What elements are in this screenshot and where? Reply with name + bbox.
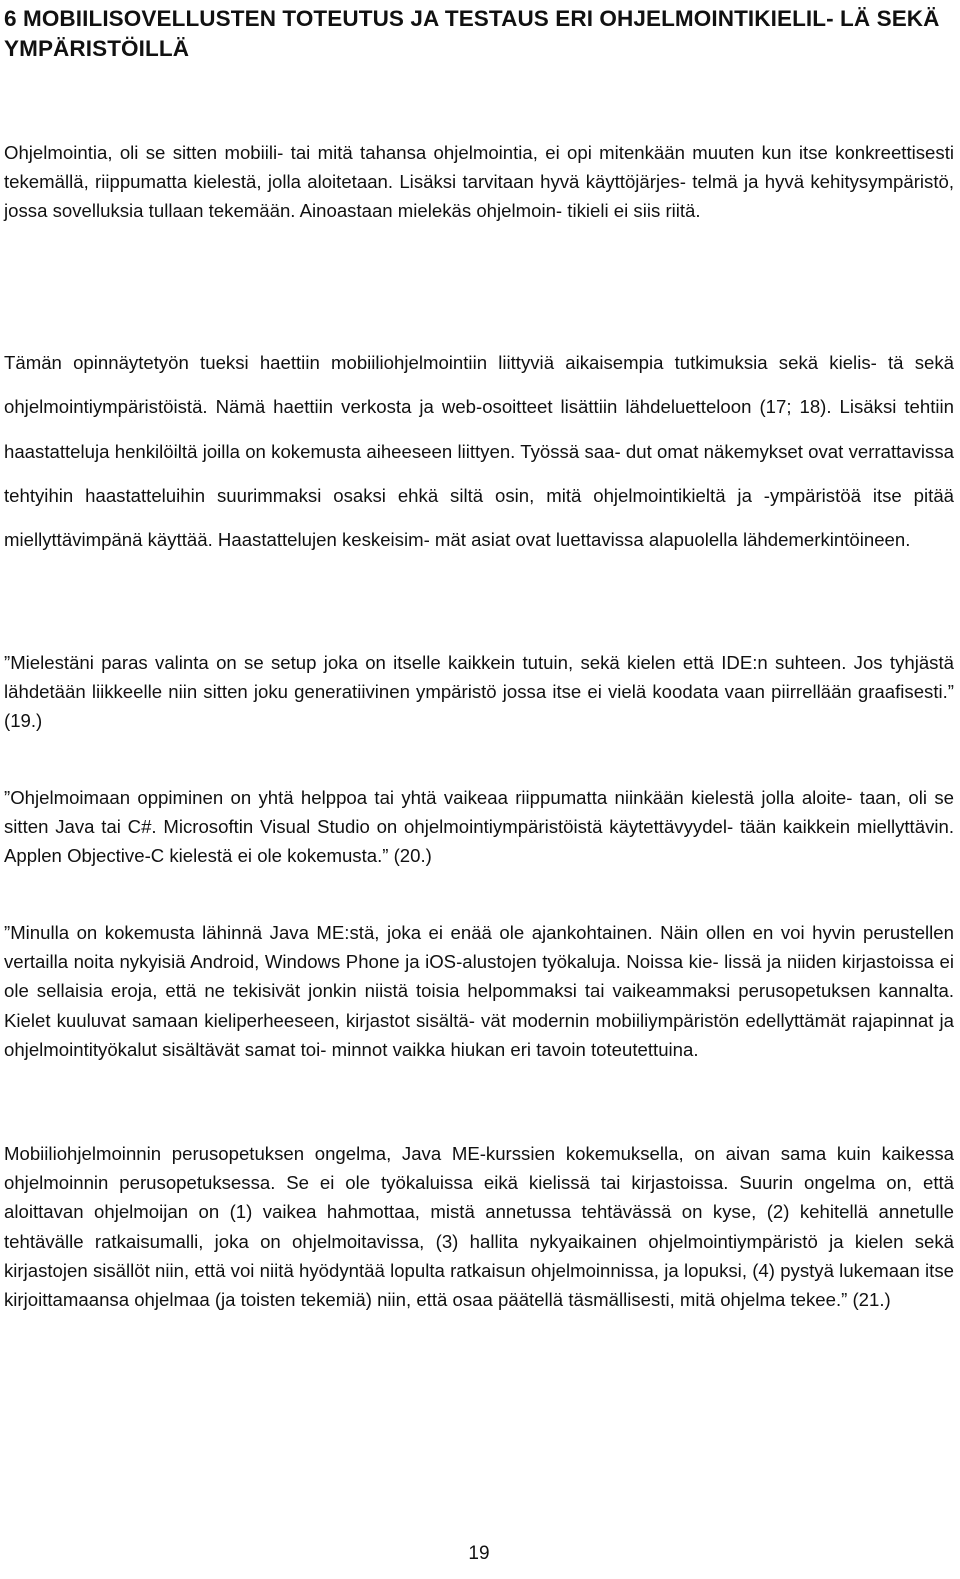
- interview-quote-20: ”Ohjelmoimaan oppiminen on yhtä helppoa tai yhtä vaikeaa riippumatta niinkään kielestä jolla aloite- taan, oli se sitten Java tai C#. Microsoftin Visual Studio on ohjelmointiympäristöistä käytettävyydel- tään kaikkein miellyttävin. Applen Objective-C kielestä ei ole kokemusta.” (20.): [4, 787, 954, 867]
- interview-quote-21-part2: Mobiiliohjelmoinnin perusopetuksen ongelma, Java ME-kurssien kokemuksella, on aivan sama kuin kaikessa ohjelmoinnin perusopetuksessa. Se ei ole työkaluissa eikä kielissä tai kirjastoissa. Suurin ongelma on, että aloittavan ohjelmoijan on (1) vaikea hahmottaa, mistä annetussa tehtävässä on kyse, (2) kehitellä annetulle tehtävälle ratkaisumalli, joka on ohjelmoitavissa, (3) hallita nykyaikainen ohjelmointiympäristö ja kielen sekä kirjastojen sisällöt niin, että voi niitä hyödyntää lopulta ratkaisun ohjelmoinnissa, ja lopuksi, (4) pystyä lukemaan itse kirjoittamaansa ohjelmaa (ja toisten tekemiä) niin, että osaa päätellä täsmällisesti, mitä ohjelma tekee.” (21.): [4, 1143, 954, 1311]
- interview-quote-19: ”Mielestäni paras valinta on se setup joka on itselle kaikkein tutuin, sekä kielen että IDE:n suhteen. Jos tyhjästä lähdetään liikkeelle niin sitten joku generatiivinen ympäristö jossa itse ei vielä koodata vaan piirrellään graafisesti.” (19.): [4, 652, 954, 732]
- chapter-heading: [4, 0, 954, 64]
- chapter-title: MOBIILISOVELLUSTEN TOTEUTUS JA TESTAUS ERI OHJELMOINTIKIELIL- LÄ SEKÄ YMPÄRISTÖILLÄ: [4, 6, 940, 61]
- interview-quote-21-part1: ”Minulla on kokemusta lähinnä Java ME:stä, joka ei enää ole ajankohtainen. Näin ollen en voi hyvin perustellen vertailla noita nykyisiä Android, Windows Phone ja iOS-alustojen työkaluja. Noissa kie- lissä ja niiden kirjastoissa ei ole sellaisia eroja, että ne tekisivät jonkin niistä toisia helpommaksi tai vaikeammaksi perusopetuksen kannalta. Kielet kuuluvat samaan kieliperheeseen, kirjastot sisältä- vät modernin mobiiliympäristön edellyttämät rajapinnat ja ohjelmointityökalut sisältävät samat toi- minnot vaikka hiukan eri tavoin toteutettuina.: [4, 922, 954, 1060]
- chapter-number: 6: [4, 6, 17, 31]
- method-paragraph: Tämän opinnäytetyön tueksi haettiin mobiiliohjelmointiin liittyviä aikaisempia tutkimuksia sekä kielis- tä sekä ohjelmointiympäristöistä. Nämä haettiin verkosta ja web-osoitteet lisättiin lähdeluetteloon (17; 18). Lisäksi tehtiin haastatteluja henkilöiltä joilla on kokemusta aiheeseen liittyen. Työssä saa- dut omat näkemykset ovat verrattavissa tehtyihin haastatteluihin suurimmaksi osaksi ehkä siltä osin, mitä ohjelmointikieltä ja -ympäristöä itse pitää miellyttävimpänä käyttää. Haastattelujen keskeisim- mät asiat ovat luettavissa alapuolella lähdemerkintöineen.: [4, 352, 954, 551]
- page-number: 19: [468, 1543, 490, 1564]
- intro-paragraph: Ohjelmointia, oli se sitten mobiili- tai mitä tahansa ohjelmointia, ei opi mitenkään muuten kun itse konkreettisesti tekemällä, riippumatta kielestä, jolla aloitetaan. Lisäksi tarvitaan hyvä käyttöjärjes- telmä ja hyvä kehitysympäristö, jossa sovelluksia tullaan tekemään. Ainoastaan mielekäs ohjelmoin- tikieli ei siis riitä.: [4, 142, 954, 222]
- document-page: [4, 0, 954, 1579]
